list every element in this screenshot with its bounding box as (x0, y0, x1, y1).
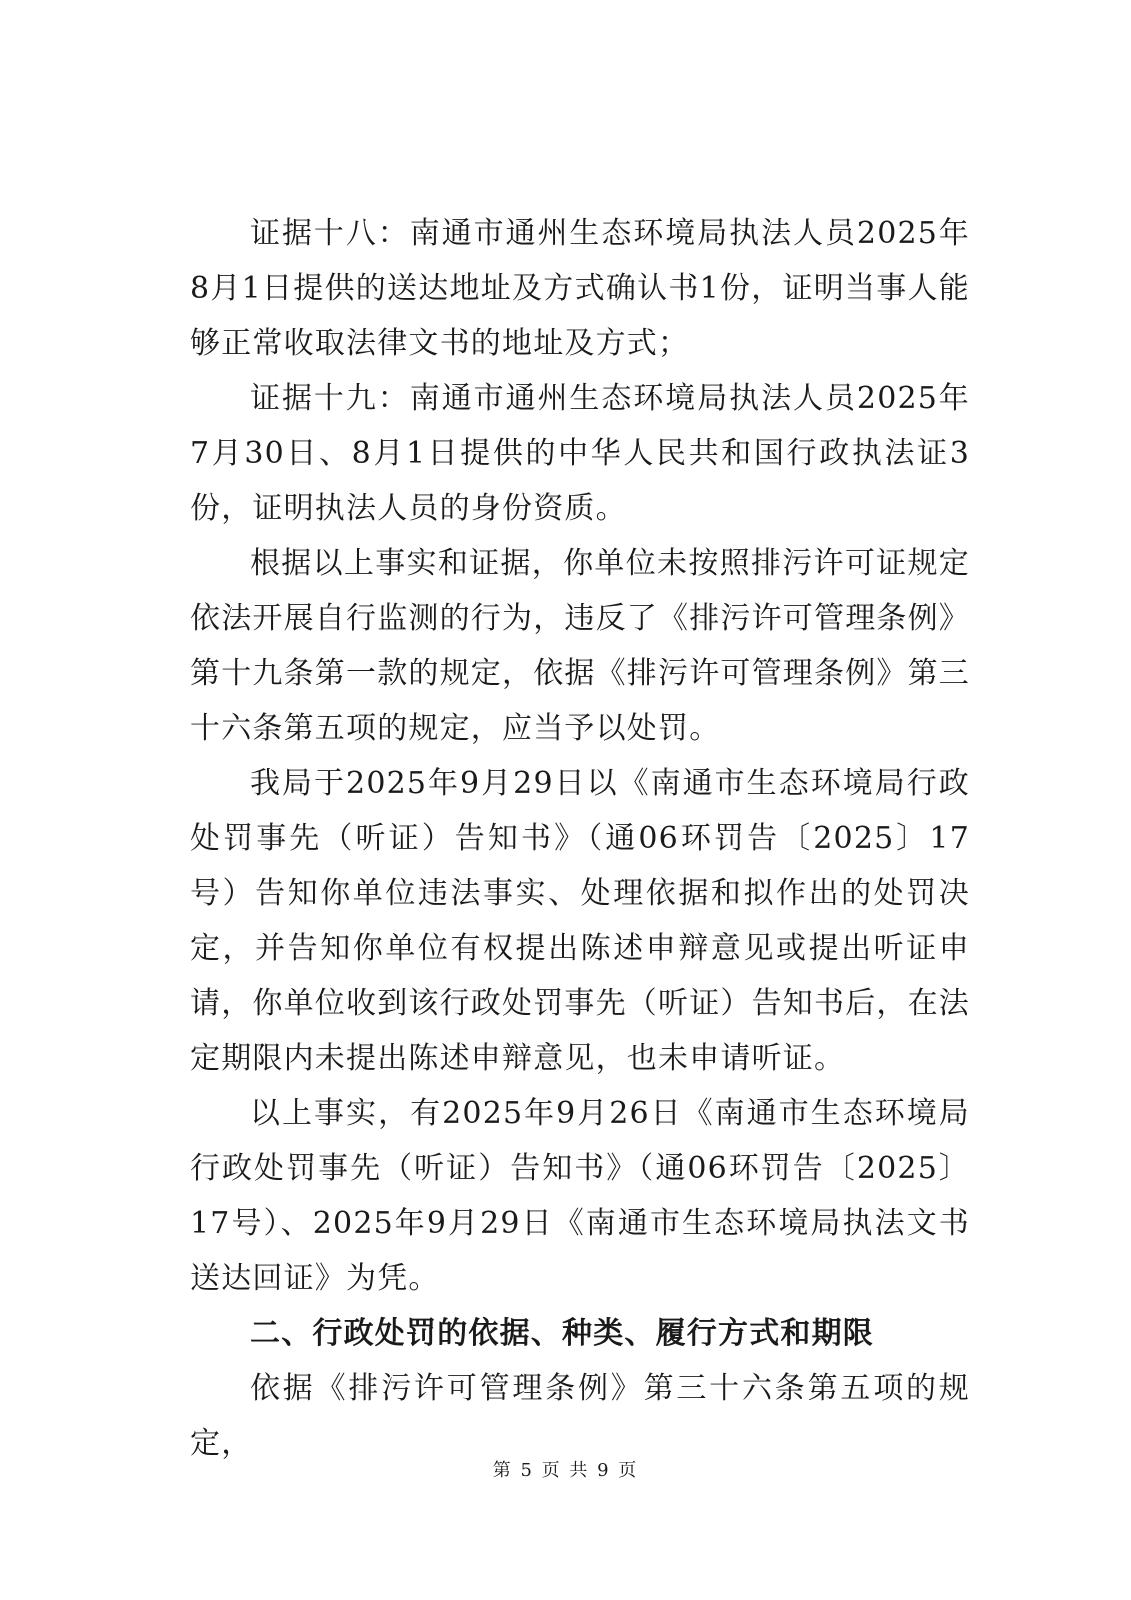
page-number-footer: 第 5 页 共 9 页 (492, 1460, 639, 1481)
section-heading: 二、行政处罚的依据、种类、履行方式和期限 (250, 1316, 874, 1351)
paragraph-facts: 以上事实，有2025年9月26日《南通市生态环境局行政处罚事先（听证）告知书》（通06环罚告〔2025〕17号）、2025年9月29日《南通市生态环境局执法文书送达回证》为凭。 (190, 1096, 970, 1296)
paragraph-basis: 根据以上事实和证据，你单位未按照排污许可证规定依法开展自行监测的行为，违反了《排污许可管理条例》第十九条第一款的规定，依据《排污许可管理条例》第三十六条第五项的规定，应当予以处罚。 (190, 546, 970, 746)
paragraph-notice: 我局于2025年9月29日以《南通市生态环境局行政处罚事先（听证）告知书》（通06环罚告〔2025〕17号）告知你单位违法事实、处理依据和拟作出的处罚决定，并告知你单位有权提出陈述申辩意见或提出听证申请，你单位收到该行政处罚事先（听证）告知书后，在法定期限内未提出陈述申辩意见，也未申请听证。 (190, 766, 970, 1076)
paragraph-evidence-18: 证据十八：南通市通州生态环境局执法人员2025年8月1日提供的送达地址及方式确认书1份，证明当事人能够正常收取法律文书的地址及方式； (190, 216, 970, 361)
paragraph-penalty-basis: 依据《排污许可管理条例》第三十六条第五项的规定， (190, 1371, 970, 1461)
paragraph-evidence-19: 证据十九：南通市通州生态环境局执法人员2025年7月30日、8月1日提供的中华人民共和国行政执法证3份，证明执法人员的身份资质。 (190, 381, 970, 526)
document-body (190, 206, 970, 1471)
